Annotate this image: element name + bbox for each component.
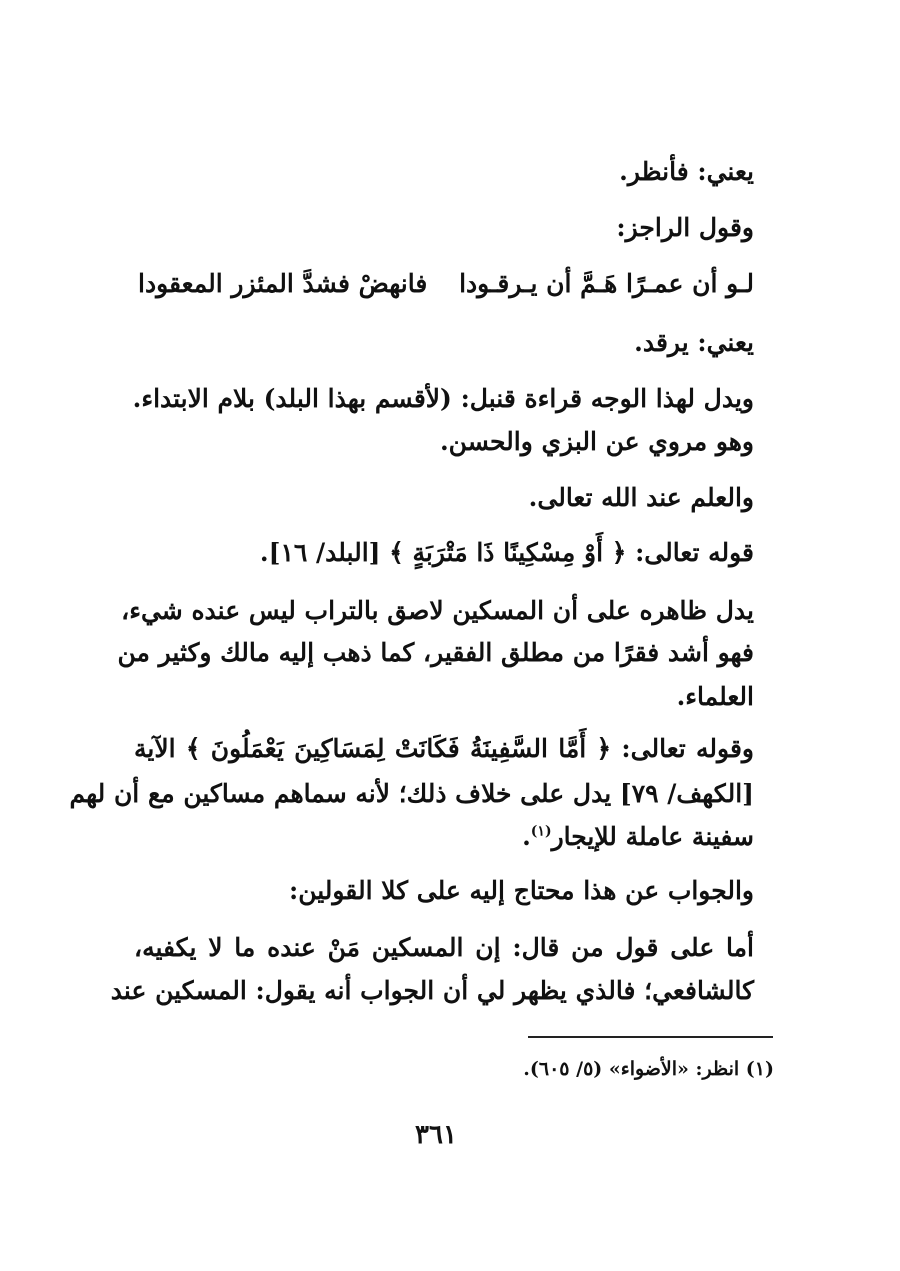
text-line-6: وهو مروي عن البزي والحسن. — [439, 427, 754, 456]
text-line-2: وقول الراجز: — [616, 213, 754, 242]
text-line-16: أما على قول من قال: إن المسكين مَنْ عنده ما لا يكفيه، — [134, 933, 754, 962]
text-line-11: العلماء. — [676, 682, 754, 711]
footnote-divider — [528, 1036, 773, 1038]
text-line-8-quran-verse: قوله تعالى: ﴿ أَوْ مِسْكِينًا ذَا مَتْرَبَةٍ ﴾ [البلد/ ١٦]. — [259, 538, 754, 567]
text-line-5: ويدل لهذا الوجه قراءة قنبل: (لأقسم بهذا البلد) بلام الابتداء. — [132, 384, 754, 413]
footnote: (١) انظر: «الأضواء» (٥/ ٦٠٥). — [523, 1058, 774, 1080]
text-line-17: كالشافعي؛ فالذي يظهر لي أن الجواب أنه يقول: المسكين عند — [110, 976, 754, 1005]
text-line-14-end: . — [522, 822, 531, 851]
text-line-14 — [134, 820, 754, 854]
poem-hemistich-left: فانهضْ فشدَّ المئزر المعقودا — [138, 269, 428, 298]
text-line-9: يدل ظاهره على أن المسكين لاصق بالتراب ليس عنده شيء، — [121, 596, 754, 625]
text-line-4: يعني: يرقد. — [634, 328, 754, 357]
footnote-reference[interactable]: (١) — [530, 823, 552, 840]
page-number: ٣٦١ — [415, 1120, 457, 1150]
poem-hemistich-right: لـو أن عمـرًا هَـمَّ أن يـرقـودا — [459, 269, 754, 298]
text-line-10: فهو أشد فقرًا من مطلق الفقير، كما ذهب إليه مالك وكثير من — [117, 638, 754, 667]
text-line-1: يعني: فأنظر. — [619, 157, 754, 186]
text-line-7: والعلم عند الله تعالى. — [528, 483, 754, 512]
text-line-15: والجواب عن هذا محتاج إليه على كلا القولين: — [288, 876, 754, 905]
text-line-14-body: سفينة عاملة للإيجار — [551, 822, 754, 851]
text-line-12-quran-verse: وقوله تعالى: ﴿ أَمَّا السَّفِينَةُ فَكَانَتْ لِمَسَاكِينَ يَعْمَلُونَ ﴾ الآية — [134, 734, 754, 763]
text-line-13: [الكهف/ ٧٩] يدل على خلاف ذلك؛ لأنه سماهم مساكين مع أن لهم — [69, 779, 754, 808]
